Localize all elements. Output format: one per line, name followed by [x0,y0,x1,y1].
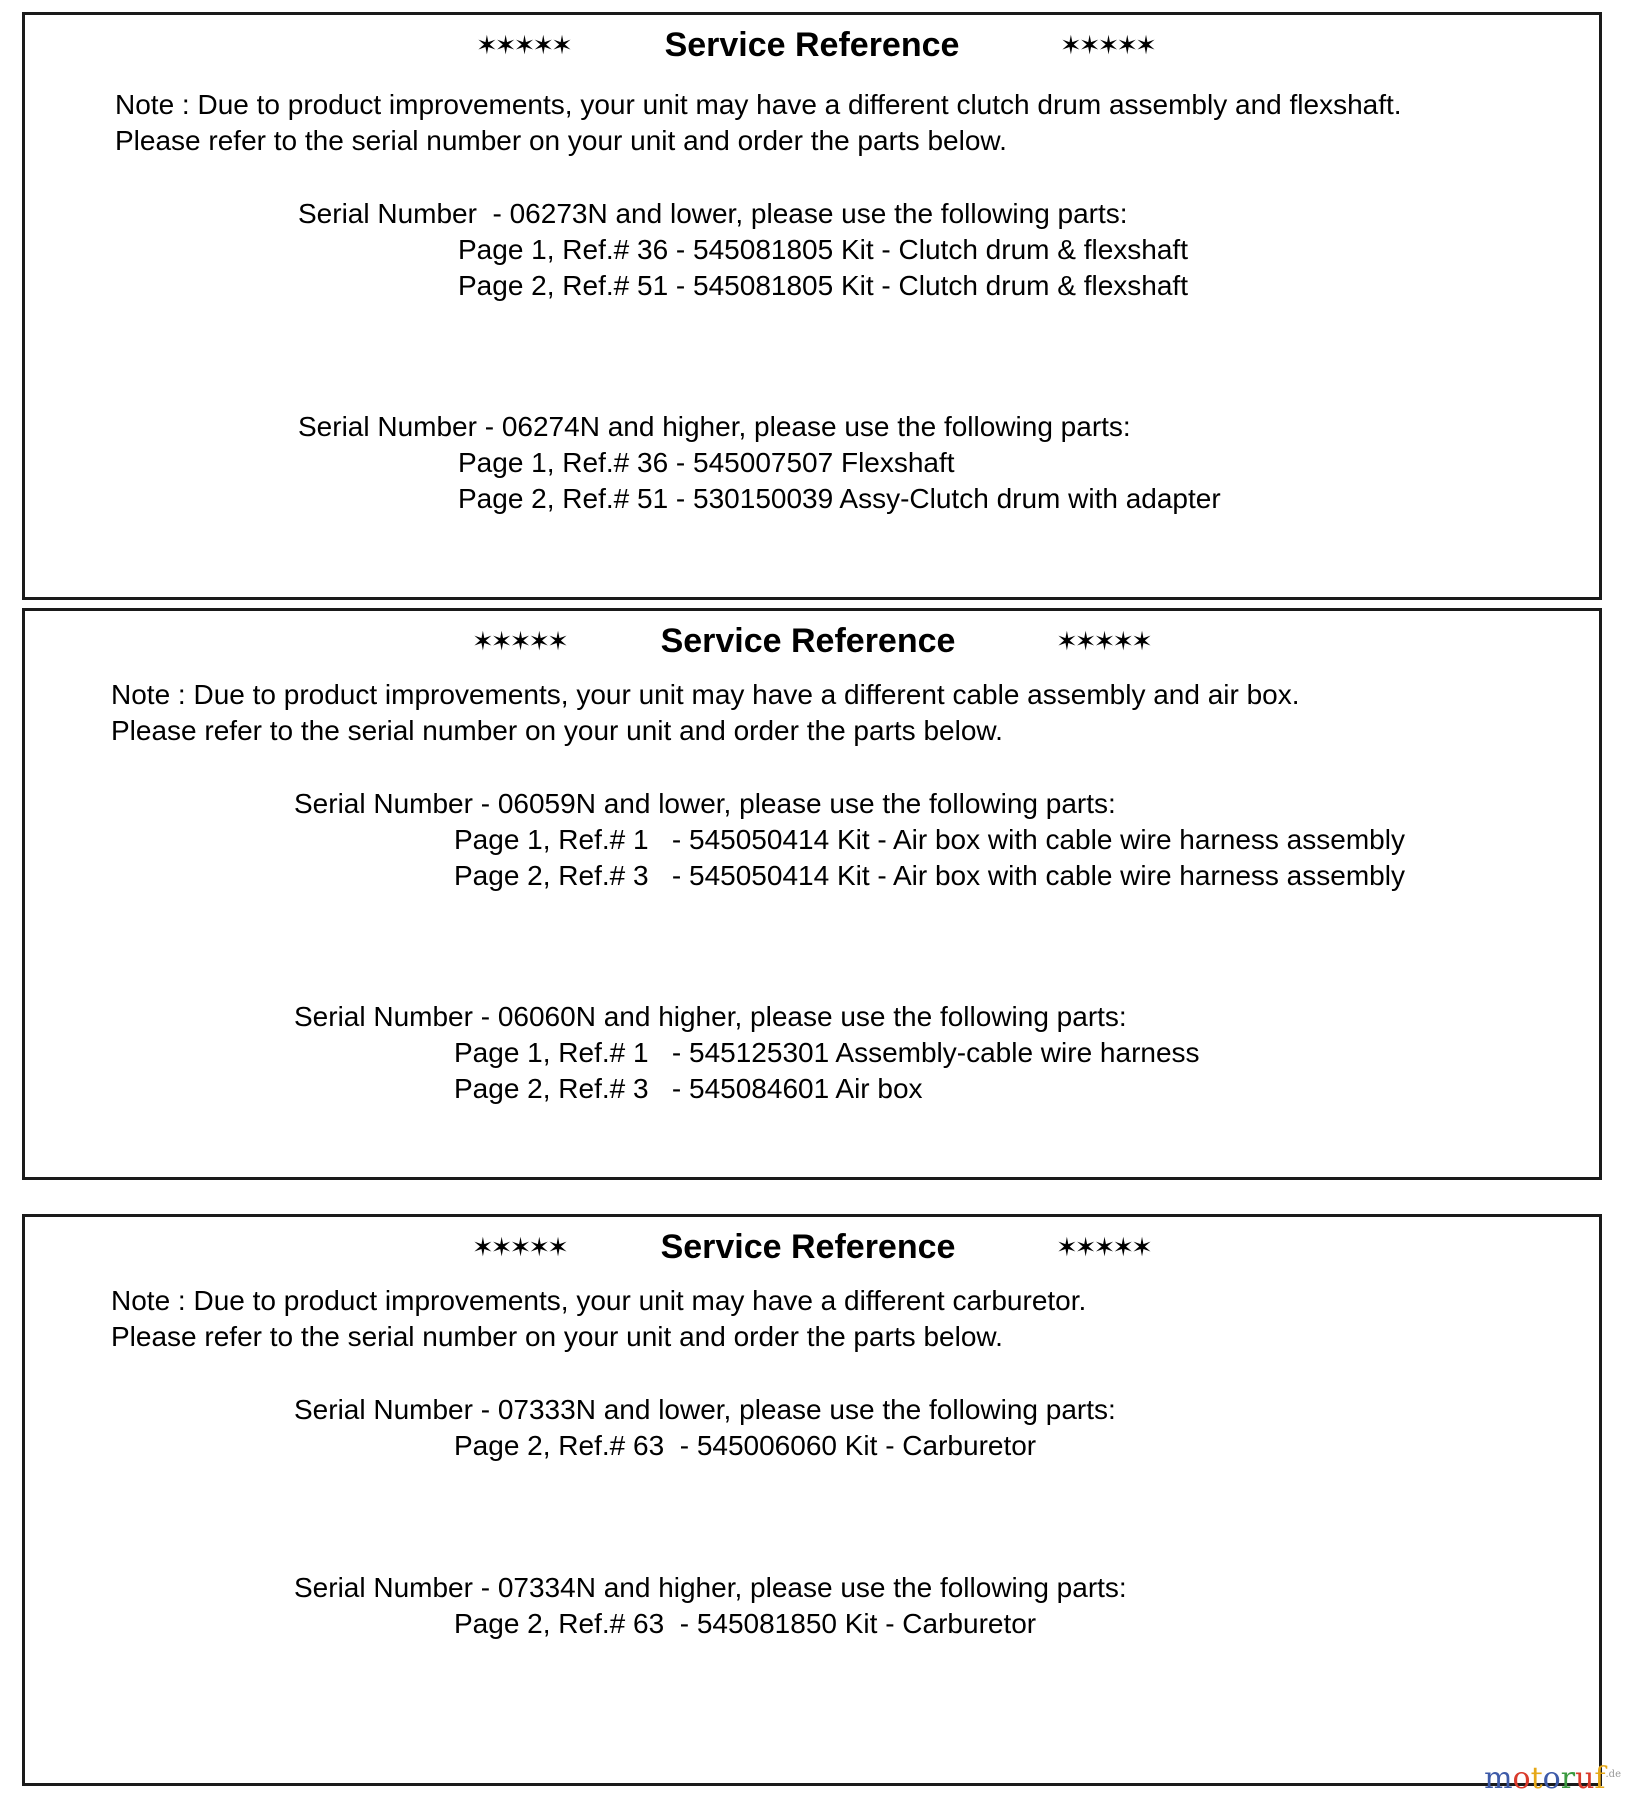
service-reference-title: Service Reference [660,1228,956,1266]
service-reference-box-3 [22,1214,1602,1786]
part-line: Page 1, Ref.# 1 - 545050414 Kit - Air box with cable wire harness assembly [454,824,1405,855]
service-reference-title: Service Reference [664,26,960,64]
watermark-suffix: .de [1605,1769,1621,1780]
motoruf-watermark-logo [1484,1761,1621,1796]
part-line: Page 2, Ref.# 51 - 545081805 Kit - Clutch drum & flexshaft [458,270,1188,301]
serial-number-line: Serial Number - 06059N and lower, please use the following parts: [294,788,1116,819]
service-reference-header [25,619,1599,663]
serial-number-line: Serial Number - 07333N and lower, please use the following parts: [294,1394,1116,1425]
stars-decoration-left: ✶✶✶✶✶ [476,31,570,61]
part-line: Page 2, Ref.# 3 - 545084601 Air box [454,1073,923,1104]
watermark-letter: o [1512,1761,1531,1796]
service-reference-box-2 [22,608,1602,1180]
part-line: Page 1, Ref.# 36 - 545081805 Kit - Clutch drum & flexshaft [458,234,1188,265]
part-line: Page 2, Ref.# 63 - 545006060 Kit - Carburetor [454,1430,1037,1461]
service-reference-header [25,1225,1599,1269]
stars-decoration-right: ✶✶✶✶✶ [1060,31,1154,61]
watermark-letter: f [1594,1761,1606,1796]
note-line: Note : Due to product improvements, your unit may have a different carburetor. [111,1285,1087,1316]
serial-number-line: Serial Number - 07334N and higher, please use the following parts: [294,1572,1127,1603]
serial-number-line: Serial Number - 06274N and higher, please use the following parts: [298,411,1131,442]
part-line: Page 2, Ref.# 51 - 530150039 Assy-Clutch drum with adapter [458,483,1221,514]
note-line: Please refer to the serial number on your unit and order the parts below. [111,1321,1003,1352]
note-line: Please refer to the serial number on your unit and order the parts below. [111,715,1003,746]
stars-decoration-right: ✶✶✶✶✶ [1056,1233,1150,1263]
stars-decoration-right: ✶✶✶✶✶ [1056,627,1150,657]
watermark-letter: r [1560,1761,1576,1796]
watermark-letter: u [1575,1761,1595,1796]
watermark-letter: o [1542,1761,1561,1796]
part-line: Page 1, Ref.# 36 - 545007507 Flexshaft [458,447,955,478]
part-line: Page 2, Ref.# 63 - 545081850 Kit - Carburetor [454,1608,1037,1639]
watermark-letter: t [1530,1761,1543,1796]
serial-number-line: Serial Number - 06273N and lower, please use the following parts: [298,198,1128,229]
part-line: Page 2, Ref.# 3 - 545050414 Kit - Air box with cable wire harness assembly [454,860,1405,891]
note-line: Please refer to the serial number on your unit and order the parts below. [115,125,1007,156]
note-line: Note : Due to product improvements, your unit may have a different clutch drum assembly and flexshaft. [115,89,1402,120]
service-reference-header [25,23,1599,67]
note-line: Note : Due to product improvements, your unit may have a different cable assembly and air box. [111,679,1300,710]
serial-number-line: Serial Number - 06060N and higher, please use the following parts: [294,1001,1127,1032]
stars-decoration-left: ✶✶✶✶✶ [472,1233,566,1263]
service-reference-title: Service Reference [660,622,956,660]
service-reference-box-1 [22,12,1602,600]
watermark-letter: m [1484,1761,1513,1796]
part-line: Page 1, Ref.# 1 - 545125301 Assembly-cable wire harness [454,1037,1200,1068]
stars-decoration-left: ✶✶✶✶✶ [472,627,566,657]
